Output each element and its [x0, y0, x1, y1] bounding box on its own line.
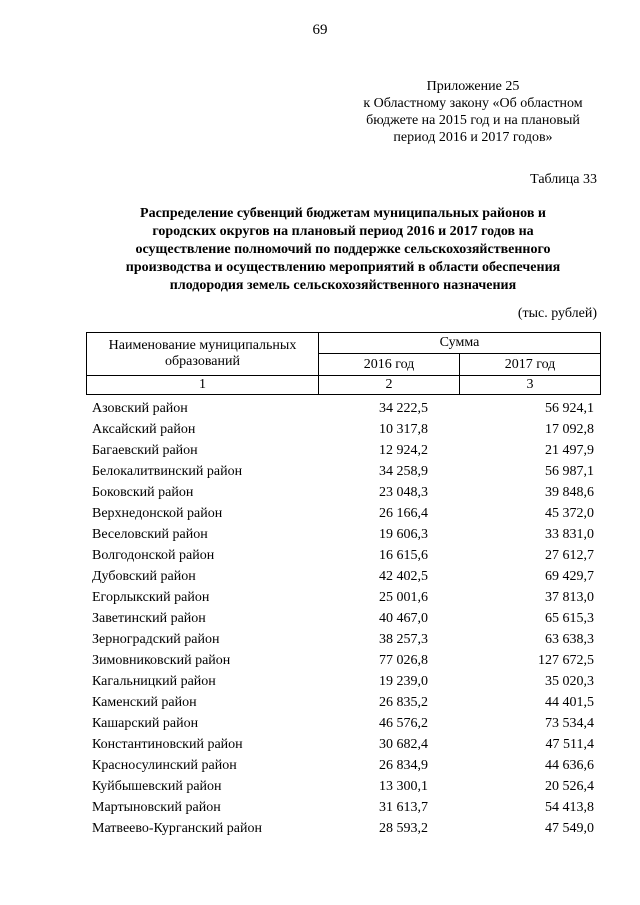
value-2016: 16 615,6	[379, 548, 428, 563]
table-body	[86, 398, 601, 839]
value-2017: 63 638,3	[545, 632, 594, 647]
value-2016: 77 026,8	[379, 653, 428, 668]
appendix-line: период 2016 и 2017 годов»	[393, 130, 553, 145]
municipality-name: Азовский район	[92, 401, 188, 416]
municipality-name: Красносулинский район	[92, 758, 237, 773]
value-2016: 19 239,0	[379, 674, 428, 689]
table-row	[86, 818, 601, 839]
value-2017: 44 636,6	[545, 758, 594, 773]
header-name-line: образований	[165, 354, 240, 369]
table-row	[86, 629, 601, 650]
value-2016: 34 222,5	[379, 401, 428, 416]
municipality-name: Егорлыкский район	[92, 590, 210, 605]
municipality-name: Зерноградский район	[92, 632, 220, 647]
value-2017: 45 372,0	[545, 506, 594, 521]
municipality-name: Кашарский район	[92, 716, 199, 731]
appendix-line: к Областному закону «Об областном	[363, 96, 583, 111]
units-label: (тыс. рублей)	[517, 306, 597, 321]
table-row	[86, 419, 601, 440]
table-row	[86, 713, 601, 734]
title-line: Распределение субвенций бюджетам муниципальных районов и	[140, 206, 546, 221]
value-2016: 26 834,9	[379, 758, 428, 773]
table-row	[86, 398, 601, 419]
value-2017: 54 413,8	[545, 800, 594, 815]
table-row	[86, 734, 601, 755]
value-2016: 28 593,2	[379, 821, 428, 836]
municipality-name: Боковский район	[92, 485, 194, 500]
header-2017-cell: 2017 год	[460, 354, 601, 376]
value-2016: 34 258,9	[379, 464, 428, 479]
value-2017: 44 401,5	[545, 695, 594, 710]
table-row	[86, 566, 601, 587]
title-line: осуществление полномочий по поддержке сельскохозяйственного	[135, 242, 551, 257]
municipality-name: Кагальницкий район	[92, 674, 216, 689]
title-line: городских округов на плановый период 2016 и 2017 годов на	[152, 224, 534, 239]
value-2016: 38 257,3	[379, 632, 428, 647]
table-row	[86, 503, 601, 524]
appendix-line: Приложение 25	[426, 79, 520, 94]
value-2016: 25 001,6	[379, 590, 428, 605]
value-2017: 37 813,0	[545, 590, 594, 605]
header-name-cell	[87, 333, 319, 376]
value-2016: 26 835,2	[379, 695, 428, 710]
table-row	[86, 692, 601, 713]
value-2017: 56 924,1	[545, 401, 594, 416]
value-2016: 12 924,2	[379, 443, 428, 458]
table-row	[86, 797, 601, 818]
municipality-name: Багаевский район	[92, 443, 198, 458]
municipality-name: Волгодонской район	[92, 548, 215, 563]
header-2016-cell: 2016 год	[319, 354, 460, 376]
value-2017: 35 020,3	[545, 674, 594, 689]
header-name-line: Наименование муниципальных	[108, 338, 297, 353]
table-row	[86, 776, 601, 797]
table-row	[86, 650, 601, 671]
municipality-name: Верхнедонской район	[92, 506, 223, 521]
municipality-name: Аксайский район	[92, 422, 196, 437]
municipality-name: Веселовский район	[92, 527, 208, 542]
municipality-name: Зимовниковский район	[92, 653, 231, 668]
value-2016: 13 300,1	[379, 779, 428, 794]
value-2017: 21 497,9	[545, 443, 594, 458]
appendix-reference	[345, 78, 601, 146]
value-2017: 47 511,4	[545, 737, 594, 752]
table-row	[86, 608, 601, 629]
value-2016: 46 576,2	[379, 716, 428, 731]
value-2017: 20 526,4	[545, 779, 594, 794]
municipality-name: Константиновский район	[92, 737, 243, 752]
table-row	[86, 755, 601, 776]
municipality-name: Каменский район	[92, 695, 197, 710]
header-sum-cell: Сумма	[319, 333, 601, 354]
table-row	[86, 524, 601, 545]
value-2016: 26 166,4	[379, 506, 428, 521]
value-2017: 47 549,0	[545, 821, 594, 836]
column-number-cell: 1	[87, 376, 319, 395]
value-2017: 33 831,0	[545, 527, 594, 542]
value-2016: 42 402,5	[379, 569, 428, 584]
municipality-name: Матвеево-Курганский район	[92, 821, 262, 836]
value-2017: 27 612,7	[545, 548, 594, 563]
value-2017: 69 429,7	[545, 569, 594, 584]
table-row	[86, 440, 601, 461]
value-2017: 65 615,3	[545, 611, 594, 626]
value-2017: 73 534,4	[545, 716, 594, 731]
value-2017: 39 848,6	[545, 485, 594, 500]
appendix-line: бюджете на 2015 год и на плановый	[366, 113, 580, 128]
table-row	[86, 587, 601, 608]
municipality-name: Заветинский район	[92, 611, 206, 626]
value-2017: 127 672,5	[538, 653, 594, 668]
municipality-name: Мартыновский район	[92, 800, 221, 815]
value-2016: 19 606,3	[379, 527, 428, 542]
table-row	[86, 671, 601, 692]
column-number-cell: 2	[319, 376, 460, 395]
municipality-name: Дубовский район	[92, 569, 196, 584]
value-2016: 23 048,3	[379, 485, 428, 500]
value-2016: 30 682,4	[379, 737, 428, 752]
document-title	[86, 205, 600, 295]
column-number-cell: 3	[460, 376, 601, 395]
title-line: плодородия земель сельскохозяйственного назначения	[169, 278, 517, 293]
table-header	[86, 332, 601, 395]
table-number: Таблица 33	[530, 172, 597, 187]
page-number: 69	[312, 22, 328, 38]
table-row	[86, 461, 601, 482]
municipality-name: Белокалитвинский район	[92, 464, 243, 479]
value-2016: 40 467,0	[379, 611, 428, 626]
value-2017: 17 092,8	[545, 422, 594, 437]
value-2016: 31 613,7	[379, 800, 428, 815]
value-2016: 10 317,8	[379, 422, 428, 437]
title-line: производства и осуществлению мероприятий в области обеспечения	[125, 260, 561, 275]
table-row	[86, 545, 601, 566]
value-2017: 56 987,1	[545, 464, 594, 479]
table-row	[86, 482, 601, 503]
municipality-name: Куйбышевский район	[92, 779, 222, 794]
